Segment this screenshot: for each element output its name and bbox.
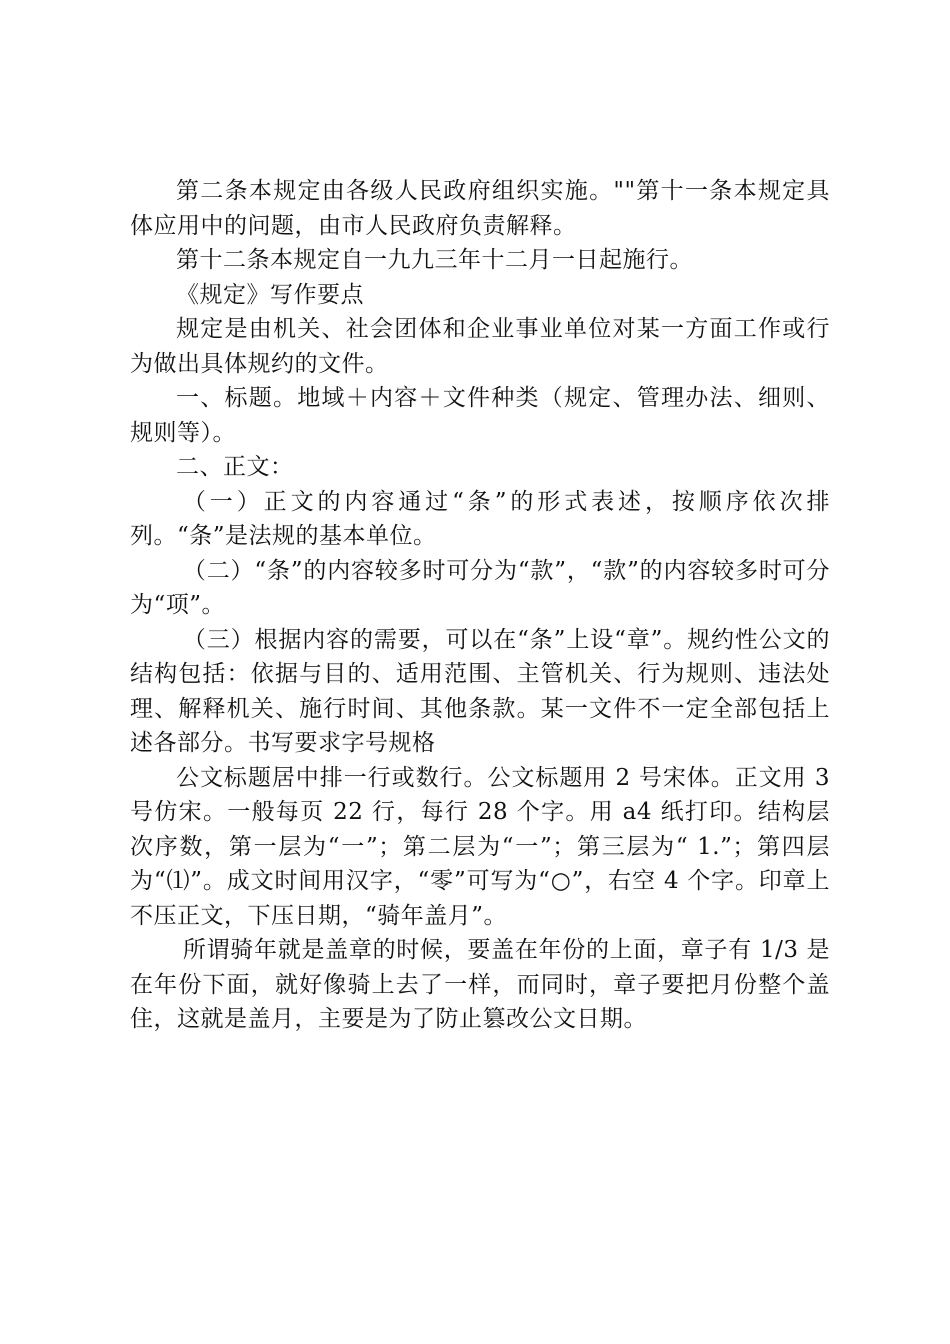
paragraph-article-12: 第十二条本规定自一九九三年十二月一日起施行。 bbox=[176, 247, 693, 273]
paragraph-definition: 规定是由机关、社会团体和企业事业单位对某一方面工作或行为做出具体规约的文件。 bbox=[130, 316, 830, 377]
paragraph-format-spec: 公文标题居中排一行或数行。公文标题用 2 号宋体。正文用 3 号仿宋。一般每页 22 行，每行 28 个字。用 a4 纸打印。结构层次序数，第一层为“一”；第二层为“一”；第三层为“ 1.”；第四层为“⑴”。成文时间用汉字，“零”可写为“○”，右空 4 个字。印章上不压正文，下压日期，“骑年盖月”。 bbox=[130, 764, 830, 929]
paragraph-body-heading: 二、正文： bbox=[176, 454, 294, 480]
paragraph-title-rule: 一、标题。地域＋内容＋文件种类（规定、管理办法、细则、规则等）。 bbox=[130, 385, 830, 446]
paragraph-article-2: 第二条本规定由各级人民政府组织实施。""第十一条本规定具体应用中的问题，由市人民政府负责解释。 bbox=[130, 178, 830, 239]
paragraph-item-1: （一）正文的内容通过“条”的形式表述，按顺序依次排列。“条”是法规的基本单位。 bbox=[130, 488, 830, 549]
section-heading-writing-points: 《规定》写作要点 bbox=[176, 281, 364, 308]
paragraph-item-3: （三）根据内容的需要，可以在“条”上设“章”。规约性公文的结构包括：依据与目的、适用范围、主管机关、行为规则、违法处理、解释机关、施行时间、其他条款。某一文件不一定全部包括上述各部分。书写要求字号规格 bbox=[130, 626, 830, 756]
paragraph-item-2: （二）“条”的内容较多时可分为“款”，“款”的内容较多时可分为“项”。 bbox=[130, 557, 830, 618]
paragraph-seal-explanation: 所谓骑年就是盖章的时候，要盖在年份的上面，章子有 1/3 是在年份下面，就好像骑上去了一样，而同时，章子要把月份整个盖住，这就是盖月，主要是为了防止篡改公文日期。 bbox=[130, 937, 830, 1032]
document-body bbox=[130, 174, 830, 1037]
